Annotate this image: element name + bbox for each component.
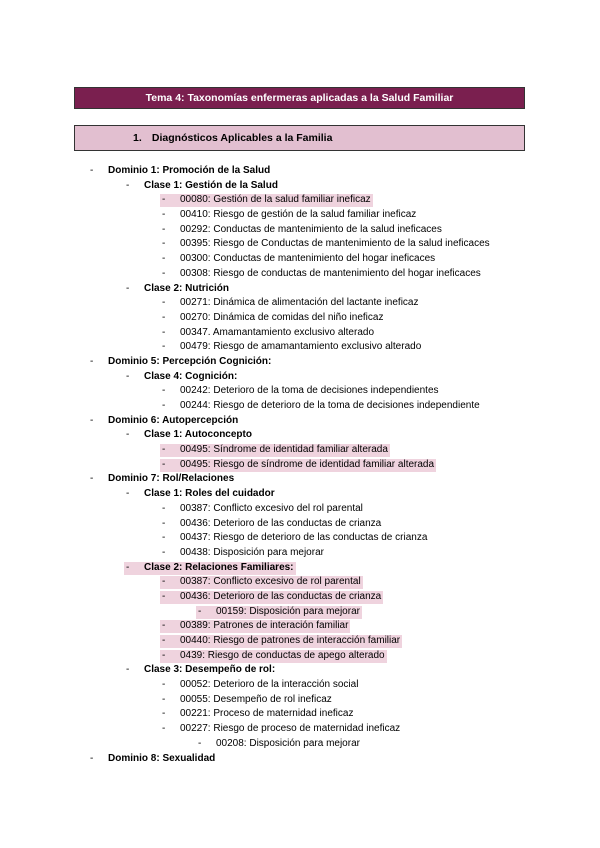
diagnosis-item-text: 0439: Riesgo de conductas de apego alterado: [180, 649, 385, 661]
diagnosis-item-text: 00055: Desempeño de rol ineficaz: [180, 693, 332, 705]
diagnosis-item-text: 00347. Amamantamiento exclusivo alterado: [180, 326, 375, 338]
class-item: [0, 179, 600, 194]
bullet-dash: -: [126, 370, 130, 382]
sub-diagnosis-item-text: 00208: Disposición para mejorar: [216, 737, 360, 749]
domain-item-text: Dominio 8: Sexualidad: [108, 752, 216, 764]
diagnosis-item: [0, 252, 600, 267]
diagnosis-item: [0, 531, 600, 546]
diagnosis-item-text: 00308: Riesgo de conductas de mantenimiento del hogar ineficaces: [180, 267, 481, 279]
diagnosis-item: [0, 722, 600, 737]
bullet-dash: -: [162, 649, 166, 661]
diagnosis-item: [0, 649, 600, 664]
diagnosis-item: [0, 590, 600, 605]
diagnosis-item: [0, 326, 600, 341]
bullet-dash: -: [162, 326, 166, 338]
bullet-dash: -: [162, 400, 166, 411]
bullet-dash: -: [90, 414, 94, 426]
diagnosis-item: [0, 311, 600, 326]
diagnosis-item-text: 00387: Conflicto excesivo de rol parental: [180, 576, 361, 588]
section-number: 1.: [133, 132, 142, 144]
bullet-dash: -: [90, 355, 94, 367]
bullet-dash: -: [162, 444, 166, 456]
bullet-dash: -: [162, 517, 166, 529]
section-heading-bar: [74, 125, 525, 151]
diagnosis-item-text: 00437: Riesgo de deterioro de las conductas de crianza: [180, 532, 428, 544]
bullet-dash: -: [126, 664, 130, 676]
bullet-dash: -: [162, 209, 166, 221]
diagnosis-item-text: 00495: Riesgo de síndrome de identidad familiar alterada: [180, 458, 435, 470]
diagnosis-item-text: 00270: Dinámica de comidas del niño ineficaz: [180, 311, 384, 323]
diagnosis-item: [0, 208, 600, 223]
bullet-dash: -: [162, 341, 166, 353]
domain-item-text: Dominio 1: Promoción de la Salud: [108, 165, 271, 176]
class-item-text: Clase 1: Autoconcepto: [144, 429, 252, 441]
bullet-dash: -: [90, 165, 94, 176]
diagnosis-item-text: 00221: Proceso de maternidad ineficaz: [180, 708, 354, 720]
bullet-dash: -: [162, 267, 166, 279]
diagnosis-item-text: 00438: Disposición para mejorar: [180, 546, 324, 558]
diagnosis-item-text: 00389: Patrones de interación familiar: [180, 620, 349, 632]
bullet-dash: -: [126, 179, 130, 191]
diagnosis-item-text: 00395: Riesgo de Conductas de mantenimiento de la salud ineficaces: [180, 238, 490, 250]
bullet-dash: -: [126, 488, 130, 500]
diagnosis-item: [0, 546, 600, 561]
diagnosis-item: [0, 223, 600, 238]
diagnosis-item: [0, 340, 600, 355]
bullet-dash: -: [162, 311, 166, 323]
diagnosis-item: [0, 296, 600, 311]
class-item: [0, 428, 600, 443]
bullet-dash: -: [126, 561, 130, 573]
diagnosis-item: [0, 678, 600, 693]
diagnosis-item: [0, 517, 600, 532]
bullet-dash: -: [126, 282, 130, 294]
diagnosis-item-text: 00227: Riesgo de proceso de maternidad ineficaz: [180, 723, 401, 735]
diagnosis-item-text: 00271: Dinámica de alimentación del lactante ineficaz: [180, 297, 419, 309]
bullet-dash: -: [162, 194, 166, 206]
bullet-dash: -: [162, 576, 166, 588]
diagnosis-item: [0, 193, 600, 208]
diagnosis-item-text: 00495: Síndrome de identidad familiar alterada: [180, 444, 388, 456]
bullet-dash: -: [162, 502, 166, 514]
bullet-dash: -: [162, 590, 166, 602]
domain-item: [0, 752, 600, 767]
diagnosis-item: [0, 458, 600, 473]
diagnosis-item: [0, 575, 600, 590]
bullet-dash: -: [198, 737, 202, 749]
bullet-dash: -: [162, 693, 166, 705]
sub-diagnosis-item: [0, 737, 600, 752]
class-item-text: Clase 3: Desempeño de rol:: [144, 664, 276, 676]
domain-item-text: Dominio 7: Rol/Relaciones: [108, 473, 235, 485]
bullet-dash: -: [162, 708, 166, 720]
diagnosis-item-text: 00440: Riesgo de patrones de interacción familiar: [180, 635, 401, 646]
diagnosis-item-text: 00244: Riesgo de deterioro de la toma de decisiones independiente: [180, 400, 480, 411]
diagnosis-item-text: 00242: Deterioro de la toma de decisiones independientes: [180, 385, 439, 397]
diagnosis-item-text: 00292: Conductas de mantenimiento de la salud ineficaces: [180, 223, 442, 235]
bullet-dash: -: [162, 723, 166, 735]
diagnosis-item: [0, 693, 600, 708]
bullet-dash: -: [162, 253, 166, 265]
diagnosis-item: [0, 384, 600, 399]
domain-item: [0, 355, 600, 370]
bullet-dash: -: [162, 635, 166, 646]
diagnosis-item: [0, 634, 600, 649]
domain-item: [0, 472, 600, 487]
bullet-dash: -: [162, 297, 166, 309]
diagnosis-item-text: 00479: Riesgo de amamantamiento exclusivo alterado: [180, 341, 422, 353]
bullet-dash: -: [162, 385, 166, 397]
class-item-text: Clase 1: Roles del cuidador: [144, 488, 275, 500]
diagnosis-item: [0, 399, 600, 414]
class-item-text: Clase 1: Gestión de la Salud: [144, 179, 278, 191]
topic-title-bar: [74, 87, 525, 109]
diagnosis-outline: [0, 164, 600, 766]
class-item-text: Clase 2: Relaciones Familiares:: [144, 561, 294, 573]
class-item-text: Clase 4: Cognición:: [144, 370, 238, 382]
bullet-dash: -: [198, 605, 202, 617]
bullet-dash: -: [90, 752, 94, 764]
class-item: [0, 663, 600, 678]
diagnosis-item: [0, 237, 600, 252]
bullet-dash: -: [162, 458, 166, 470]
class-item: [0, 370, 600, 385]
class-item-text: Clase 2: Nutrición: [144, 282, 230, 294]
domain-item: [0, 414, 600, 429]
diagnosis-item-text: 00436: Deterioro de las conductas de crianza: [180, 590, 382, 602]
diagnosis-item: [0, 267, 600, 282]
diagnosis-item-text: 00387: Conflicto excesivo del rol parental: [180, 502, 363, 514]
diagnosis-item-text: 00080: Gestión de la salud familiar ineficaz: [180, 194, 371, 206]
domain-item-text: Dominio 5: Percepción Cognición:: [108, 355, 272, 367]
diagnosis-item-text: 00410: Riesgo de gestión de la salud familiar ineficaz: [180, 209, 417, 221]
class-item: [0, 487, 600, 502]
sub-diagnosis-item-text: 00159: Disposición para mejorar: [216, 605, 360, 617]
diagnosis-item: [0, 502, 600, 517]
class-item: [0, 561, 600, 576]
bullet-dash: -: [162, 223, 166, 235]
class-item: [0, 282, 600, 297]
diagnosis-item: [0, 619, 600, 634]
sub-diagnosis-item: [0, 605, 600, 620]
diagnosis-item-text: 00300: Conductas de mantenimiento del hogar ineficaces: [180, 253, 436, 265]
bullet-dash: -: [162, 532, 166, 544]
domain-item-text: Dominio 6: Autopercepción: [108, 414, 239, 426]
diagnosis-item-text: 00436: Deterioro de las conductas de crianza: [180, 517, 382, 529]
section-title: Diagnósticos Aplicables a la Familia: [151, 132, 333, 144]
bullet-dash: -: [162, 238, 166, 250]
bullet-dash: -: [90, 473, 94, 485]
bullet-dash: -: [126, 429, 130, 441]
diagnosis-item: [0, 707, 600, 722]
diagnosis-item-text: 00052: Deterioro de la interacción social: [180, 679, 359, 691]
bullet-dash: -: [162, 620, 166, 632]
bullet-dash: -: [162, 546, 166, 558]
topic-title: Tema 4: Taxonomías enfermeras aplicadas a la Salud Familiar: [145, 92, 454, 104]
bullet-dash: -: [162, 679, 166, 691]
diagnosis-item: [0, 443, 600, 458]
domain-item: [0, 164, 600, 179]
